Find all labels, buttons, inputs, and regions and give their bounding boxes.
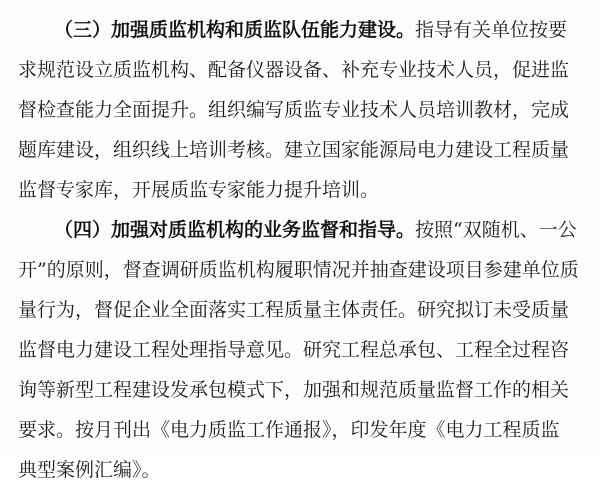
section-3-text-line-5: 监督专家库，开展质监专家能力提升培训。 [18,179,380,201]
section-4-text-line-2: 开”的原则，督查调研质监机构履职情况并抽查建设项目参建单位质 [18,259,579,281]
section-4-text-line-6: 要求。按月刊出《电力质监工作通报》，印发年度《电力工程质监 [18,419,560,441]
section-3-heading: （三）加强质监机构和质监队伍能力建设。 [54,19,416,41]
section-4-text-line-1: 按照“双随机、一公 [415,219,577,241]
section-4-heading: （四）加强对质监机构的业务监督和指导。 [54,219,416,241]
section-4-text-line-3: 量行为，督促企业全面落实工程质量主体责任。研究拟订未受质量 [18,299,570,321]
section-4-text-line-7: 典型案例汇编》。 [18,459,161,481]
section-3-text-line-3: 督检查能力全面提升。组织编写质监专业技术人员培训教材，完成 [18,99,570,121]
section-3-text-line-4: 题库建设，组织线上培训考核。建立国家能源局电力建设工程质量 [18,139,570,161]
section-4-first-line [0,210,600,250]
section-3-text-line-1: 指导有关单位按要 [415,19,568,41]
section-4-text-line-5: 询等新型工程建设发承包模式下，加强和规范质量监督工作的相关 [18,379,570,401]
section-4-text-line-4: 监督电力建设工程处理指导意见。研究工程总承包、工程全过程咨 [18,339,570,361]
section-3-text-line-2: 求规范设立质监机构、配备仪器设备、补充专业技术人员，促进监 [18,59,570,81]
section-3-first-line [0,10,600,50]
